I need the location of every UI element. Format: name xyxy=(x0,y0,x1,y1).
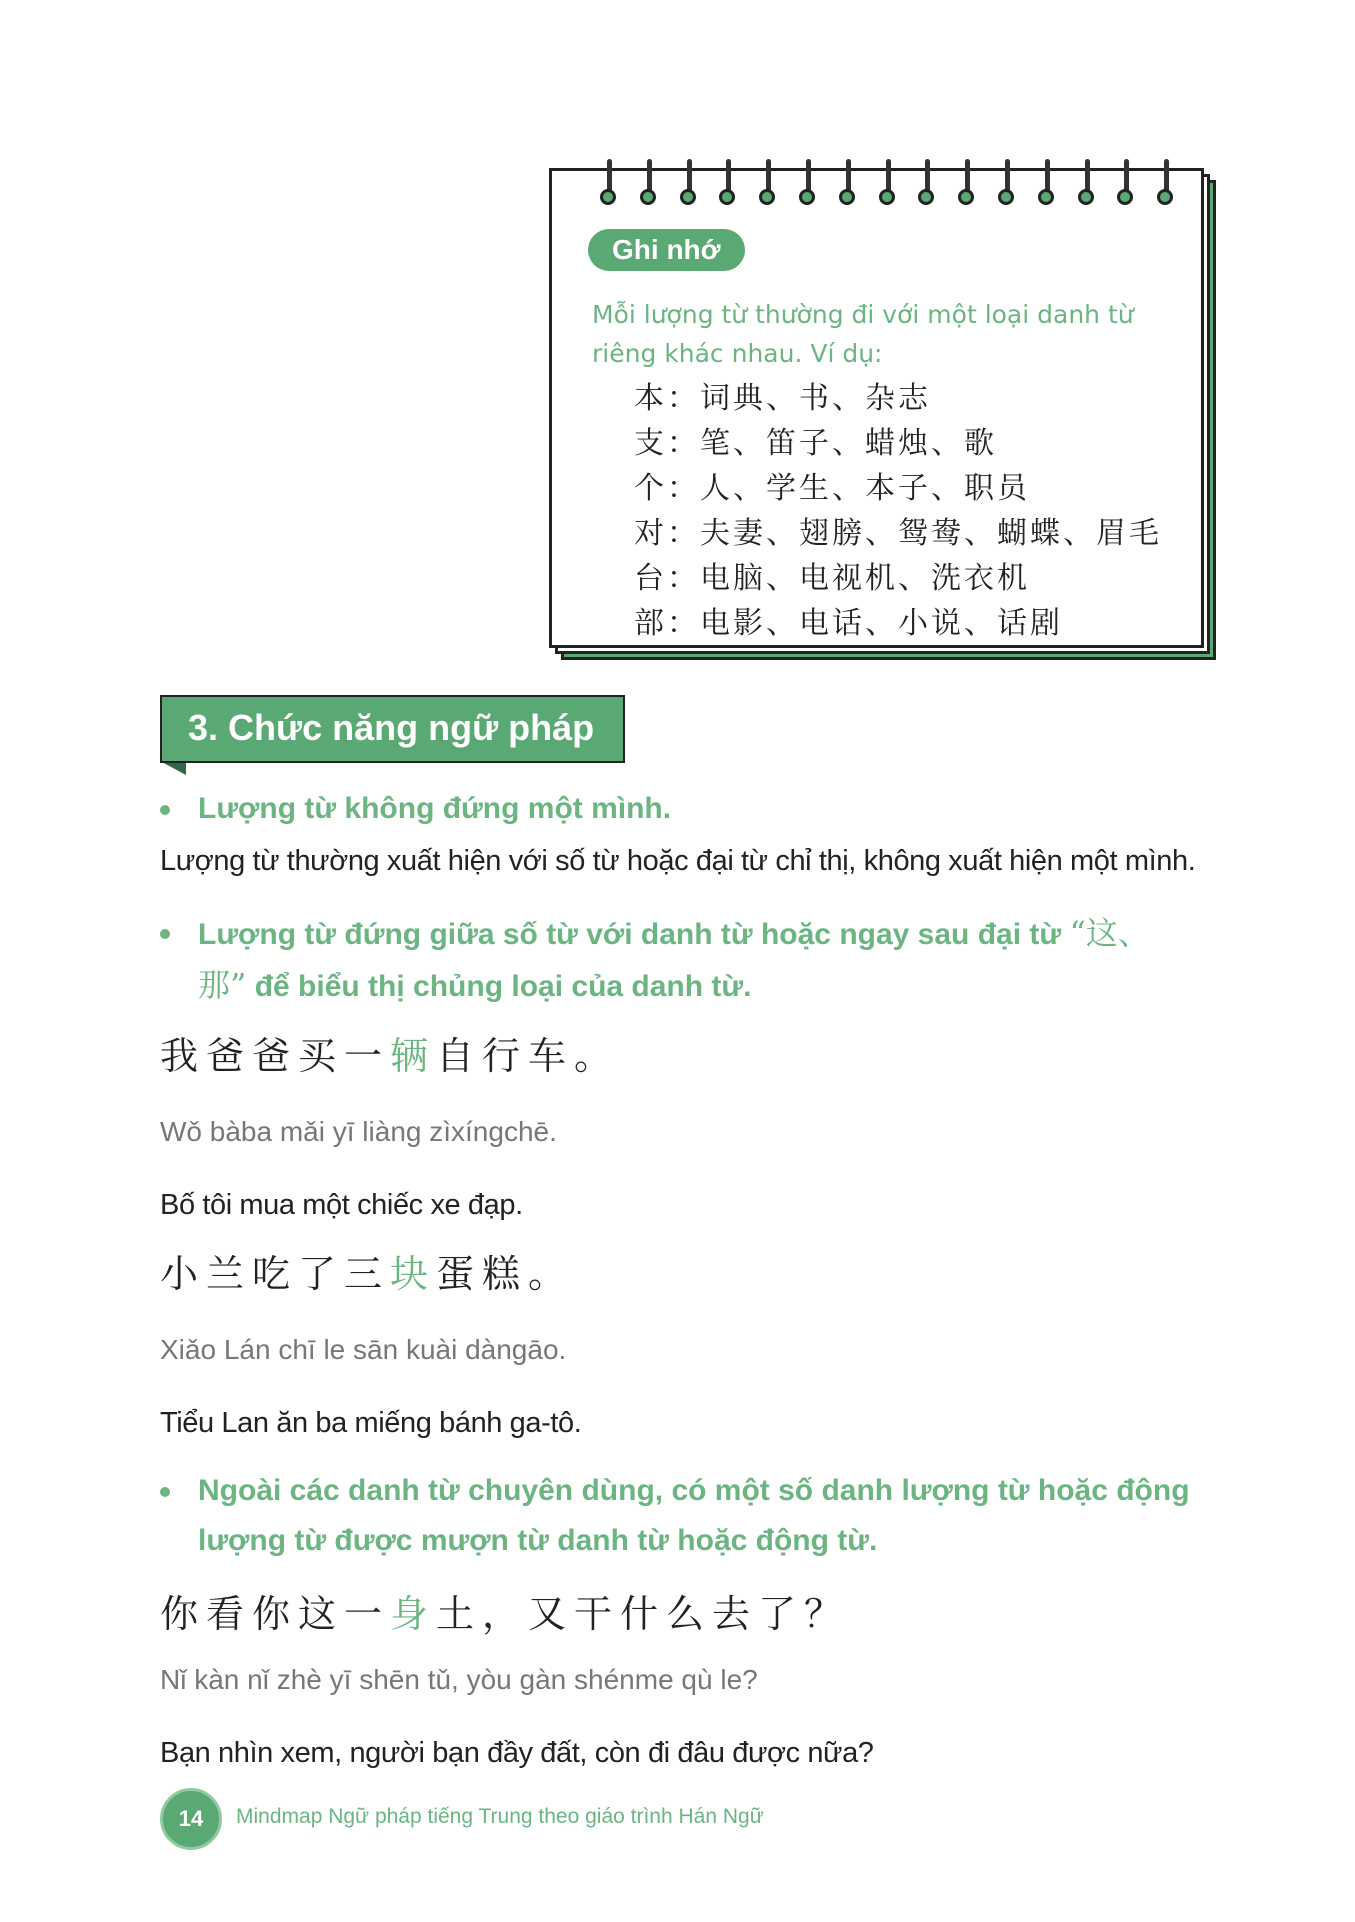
bullet-dot-icon xyxy=(160,929,170,939)
notebook-front-page xyxy=(549,168,1204,648)
spiral-ring-icon xyxy=(1038,159,1056,211)
page-number: 14 xyxy=(160,1788,222,1850)
hanzi-part: 自行车。 xyxy=(436,1034,621,1078)
example-hanzi xyxy=(160,1030,620,1082)
spiral-ring-icon xyxy=(759,159,777,211)
example-meaning: Bạn nhìn xem, người bạn đầy đất, còn đi đâu được nữa? xyxy=(160,1737,874,1769)
footer-book-title: Mindmap Ngữ pháp tiếng Trung theo giáo trình Hán Ngữ xyxy=(236,1805,764,1828)
note-badge: Ghi nhớ xyxy=(588,229,745,271)
example-pinyin: Wǒ bàba mǎi yī liàng zìxíngchē. xyxy=(160,1116,557,1147)
hanzi-part: 小兰吃了三 xyxy=(160,1252,391,1296)
note-row: 本：词典、书、杂志 xyxy=(634,381,931,416)
bullet-text: Lượng từ không đứng một mình. xyxy=(198,792,672,825)
note-notebook xyxy=(549,168,1219,678)
spiral-ring-icon xyxy=(1117,159,1135,211)
spiral-ring-icon xyxy=(958,159,976,211)
spiral-ring-icon xyxy=(918,159,936,211)
spiral-ring-icon xyxy=(680,159,698,211)
example-hanzi xyxy=(160,1588,850,1640)
hanzi-highlight: 辆 xyxy=(390,1034,437,1078)
note-intro: Mỗi lượng từ thường đi với một loại danh từ riêng khác nhau. Ví dụ: xyxy=(592,300,1134,368)
hanzi-highlight: 块 xyxy=(390,1252,437,1296)
note-examples xyxy=(634,376,1194,646)
spiral-ring-icon xyxy=(640,159,658,211)
example-pinyin: Nǐ kàn nǐ zhè yī shēn tǔ, yòu gàn shénme qù le? xyxy=(160,1664,758,1695)
spiral-ring-icon xyxy=(879,159,897,211)
bullet-text-part: để biểu thị chủng loại của danh từ. xyxy=(246,970,752,1003)
spiral-ring-icon xyxy=(719,159,737,211)
example-meaning: Tiểu Lan ăn ba miếng bánh ga-tô. xyxy=(160,1407,582,1439)
hanzi-part: 土，又干什么去了？ xyxy=(436,1592,851,1636)
section-header-fold xyxy=(160,761,186,775)
bullet-cjk: “这、 xyxy=(1069,914,1150,952)
note-row: 台：电脑、电视机、洗衣机 xyxy=(634,561,1030,596)
example-hanzi xyxy=(160,1248,574,1300)
bullet-point xyxy=(160,784,1220,834)
bullet-cjk: 那” xyxy=(198,966,247,1004)
note-row: 对：夫妻、翅膀、鸳鸯、蝴蝶、眉毛 xyxy=(634,516,1162,551)
example-meaning: Bố tôi mua một chiếc xe đạp. xyxy=(160,1189,523,1221)
bullet-text xyxy=(198,908,1220,1012)
bullet-text-line: lượng từ được mượn từ danh từ hoặc động từ. xyxy=(198,1524,878,1557)
spiral-binding xyxy=(600,159,1180,211)
bullet-dot-icon xyxy=(160,805,170,815)
note-row: 个：人、学生、本子、职员 xyxy=(634,471,1030,506)
section-header xyxy=(160,695,625,765)
spiral-ring-icon xyxy=(1157,159,1175,211)
bullet-point xyxy=(160,1466,1220,1566)
hanzi-part: 蛋糕。 xyxy=(436,1252,575,1296)
note-row: 部：电影、电话、小说、话剧 xyxy=(634,606,1063,641)
bullet-dot-icon xyxy=(160,1487,170,1497)
spiral-ring-icon xyxy=(998,159,1016,211)
section-title: 3. Chức năng ngữ pháp xyxy=(188,707,595,748)
bullet-text-line: Ngoài các danh từ chuyên dùng, có một số danh lượng từ hoặc động xyxy=(198,1474,1190,1507)
bullet-point xyxy=(160,908,1220,1012)
spiral-ring-icon xyxy=(600,159,618,211)
hanzi-part: 我爸爸买一 xyxy=(160,1034,391,1078)
note-row: 支：笔、笛子、蜡烛、歌 xyxy=(634,426,997,461)
bullet-text xyxy=(198,1466,1220,1566)
paragraph: Lượng từ thường xuất hiện với số từ hoặc đại từ chỉ thị, không xuất hiện một mình. xyxy=(160,845,1196,877)
spiral-ring-icon xyxy=(1078,159,1096,211)
bullet-text-part: Lượng từ đứng giữa số từ với danh từ hoặc ngay sau đại từ xyxy=(198,918,1070,951)
hanzi-part: 你看你这一 xyxy=(160,1592,391,1636)
hanzi-highlight: 身 xyxy=(390,1592,437,1636)
spiral-ring-icon xyxy=(799,159,817,211)
spiral-ring-icon xyxy=(839,159,857,211)
example-pinyin: Xiǎo Lán chī le sān kuài dàngāo. xyxy=(160,1334,567,1365)
